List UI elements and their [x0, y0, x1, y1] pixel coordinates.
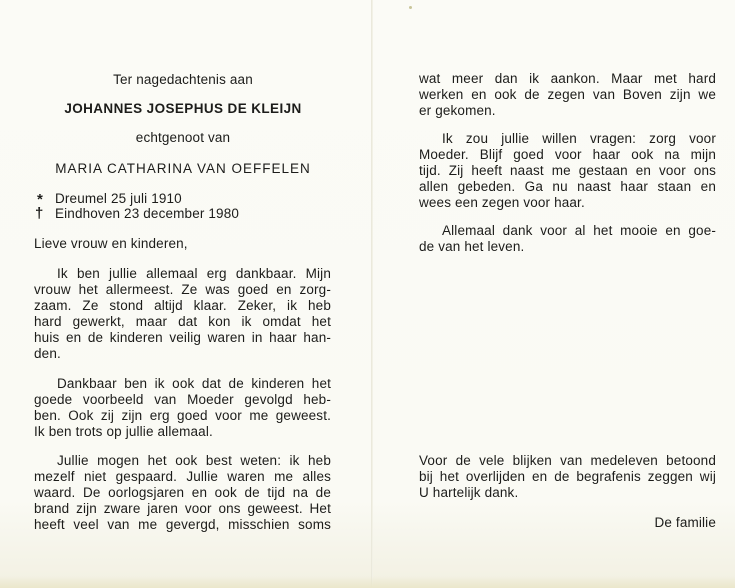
thanks-line-1: Voor de vele blijken van medeleven betoond	[419, 453, 716, 468]
left-p2-line-2: goede voorbeeld van Moeder gevolgd heb-	[34, 392, 331, 407]
center-fold	[371, 0, 373, 588]
right-p2-line-3: tijd. Zij heeft naast me gestaan en voor ons	[419, 163, 716, 178]
death-line: Eindhoven 23 december 1980	[55, 206, 240, 221]
left-p3-line-2: mezelf niet gespaard. Jullie waren me alles	[34, 469, 331, 484]
left-p1-line-4: hard gewerkt, maar dat kon ik omdat het	[34, 314, 331, 329]
left-p1-line-3: zaam. Ze stond altijd klaar. Zeker, ik heb	[34, 298, 331, 313]
in-memory-line: Ter nagedachtenis aan	[113, 72, 253, 87]
left-p1-line-6: den.	[34, 346, 61, 361]
death-cross-icon: †	[35, 205, 44, 222]
right-p2-line-1: Ik zou jullie willen vragen: zorg voor	[442, 131, 716, 146]
salutation: Lieve vrouw en kinderen,	[34, 236, 188, 251]
right-p3-line-2: de van het leven.	[419, 239, 525, 254]
spouse-name: MARIA CATHARINA VAN OEFFELEN	[55, 161, 311, 176]
left-p1-line-1: Ik ben jullie allemaal erg dankbaar. Mijn	[57, 266, 331, 281]
paper-speck	[409, 6, 412, 9]
left-p2-line-3: ben. Ook zij zijn erg goed voor me geweest.	[34, 408, 331, 423]
thanks-line-3: U hartelijk dank.	[419, 485, 519, 500]
right-p2-line-4: allen gebeden. Ga nu naast haar staan en	[419, 179, 716, 194]
birth-star-icon: *	[37, 191, 43, 208]
right-p3-line-1: Allemaal dank voor al het mooie en goe-	[442, 223, 716, 238]
left-p2-line-4: Ik ben trots op jullie allemaal.	[34, 424, 213, 439]
birth-line: Dreumel 25 juli 1910	[55, 191, 182, 206]
right-p1-line-2: werken en ook de zegen van Boven zijn we	[419, 87, 716, 102]
thanks-line-2: bij het overlijden en de begrafenis zeggen wij	[419, 469, 716, 484]
deceased-name: JOHANNES JOSEPHUS DE KLEIJN	[64, 101, 302, 116]
left-p2-line-1: Dankbaar ben ik ook dat de kinderen het	[57, 376, 331, 391]
right-p1-line-1: wat meer dan ik aankon. Maar met hard	[419, 71, 716, 86]
paper-edge-stain	[0, 576, 735, 588]
right-p1-line-3: er gekomen.	[419, 103, 496, 118]
right-p2-line-2: Moeder. Blijf goed voor haar ook na mijn	[419, 147, 716, 162]
signature: De familie	[654, 515, 716, 530]
left-p3-line-4: brand zijn zware jaren voor ons geweest. Het	[34, 501, 331, 516]
left-p3-line-3: waard. De oorlogsjaren en ook de tijd na de	[34, 485, 331, 500]
right-p2-line-5: wees een zegen voor haar.	[419, 195, 585, 210]
left-p3-line-1: Jullie mogen het ook best weten: ik heb	[57, 453, 331, 468]
left-p1-line-2: vrouw het allermeest. Ze was goed en zorg-	[34, 282, 331, 297]
left-p3-line-5: heeft veel van me gevergd, misschien soms	[34, 517, 331, 532]
left-p1-line-5: huis en de kinderen veilig waren in haar han-	[34, 330, 331, 345]
relation-line: echtgenoot van	[135, 130, 231, 145]
